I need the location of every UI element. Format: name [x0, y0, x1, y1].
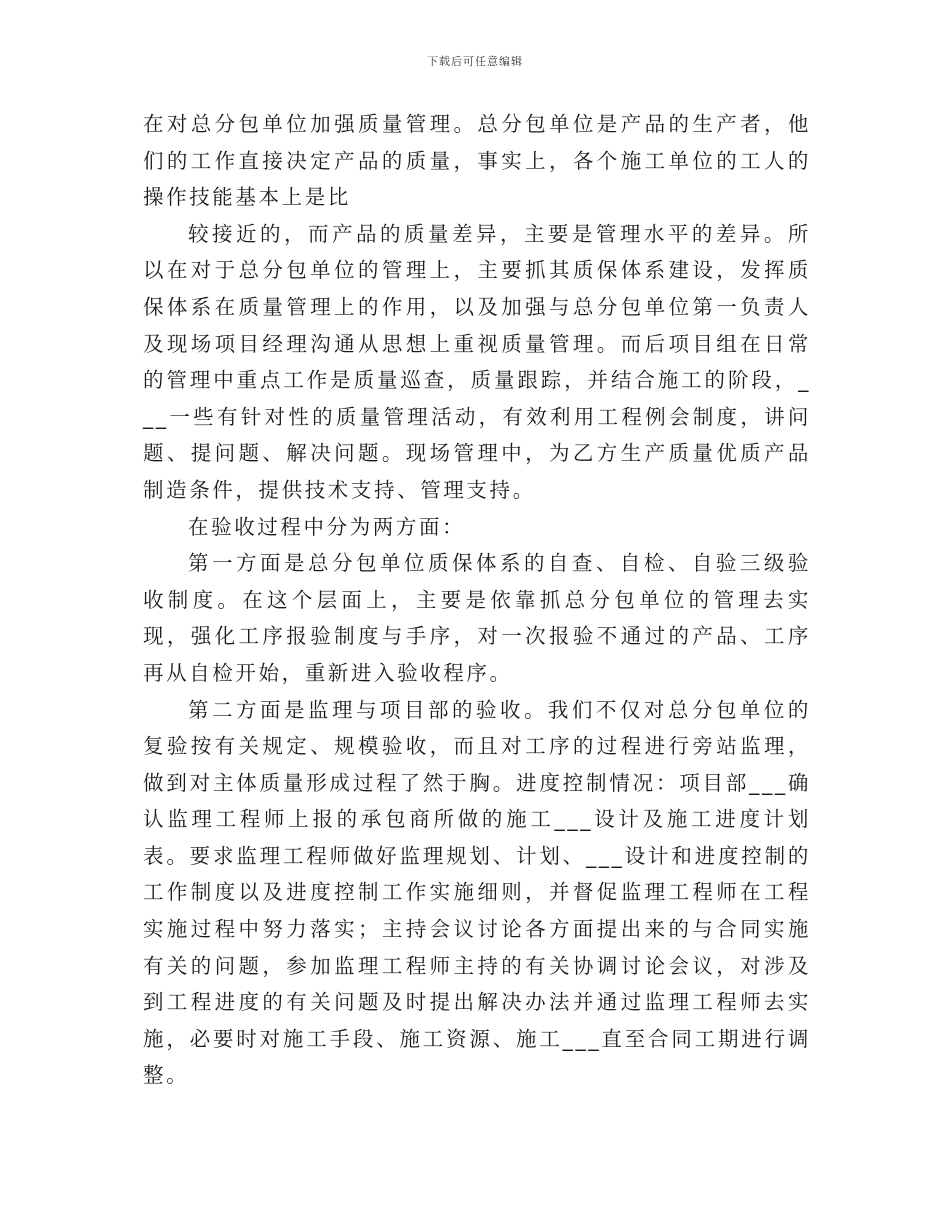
- paragraph-3: 在验收过程中分为两方面：: [188, 514, 466, 539]
- header-note: 下载后可任意编辑: [427, 55, 523, 68]
- paragraph-4: 第一方面是总分包单位质保体系的自查、自检、自验三级验收制度。在这个层面上，主要是依靠抓总分包单位的管理去实现，强化工序报验制度与手序，对一次报验不通过的产品、工序再从自检开始，重新进入验收程序。: [143, 551, 811, 685]
- document-body: [143, 106, 811, 1094]
- paragraph-1: 在对总分包单位加强质量管理。总分包单位是产品的生产者，他们的工作直接决定产品的质量，事实上，各个施工单位的工人的操作技能基本上是比: [143, 112, 811, 210]
- paragraph-2: 较接近的，而产品的质量差异，主要是管理水平的差异。所以在对于总分包单位的管理上，主要抓其质保体系建设，发挥质保体系在质量管理上的作用，以及加强与总分包单位第一负责人及现场项目经理沟通从思想上重视质量管理。而后项目组在日常的管理中重点工作是质量巡查，质量跟踪，并结合施工的阶段，___一些有针对性的质量管理活动，有效利用工程例会制度，讲问题、提问题、解决问题。现场管理中，为乙方生产质量优质产品制造条件，提供技术支持、管理支持。: [143, 221, 811, 502]
- paragraph-5: 第二方面是监理与项目部的验收。我们不仅对总分包单位的复验按有关规定、规模验收，而且对工序的过程进行旁站监理，做到对主体质量形成过程了然于胸。进度控制情况：项目部___确认监理工程师上报的承包商所做的施工___设计及施工进度计划表。要求监理工程师做好监理规划、计划、___设计和进度控制的工作制度以及进度控制工作实施细则，并督促监理工程师在工程实施过程中努力落实；主持会议讨论各方面提出来的与合同实施有关的问题，参加监理工程师主持的有关协调讨论会议，对涉及到工程进度的有关问题及时提出解决办法并通过监理工程师去实施，必要时对施工手段、施工资源、施工___直至合同工期进行调整。: [143, 697, 811, 1088]
